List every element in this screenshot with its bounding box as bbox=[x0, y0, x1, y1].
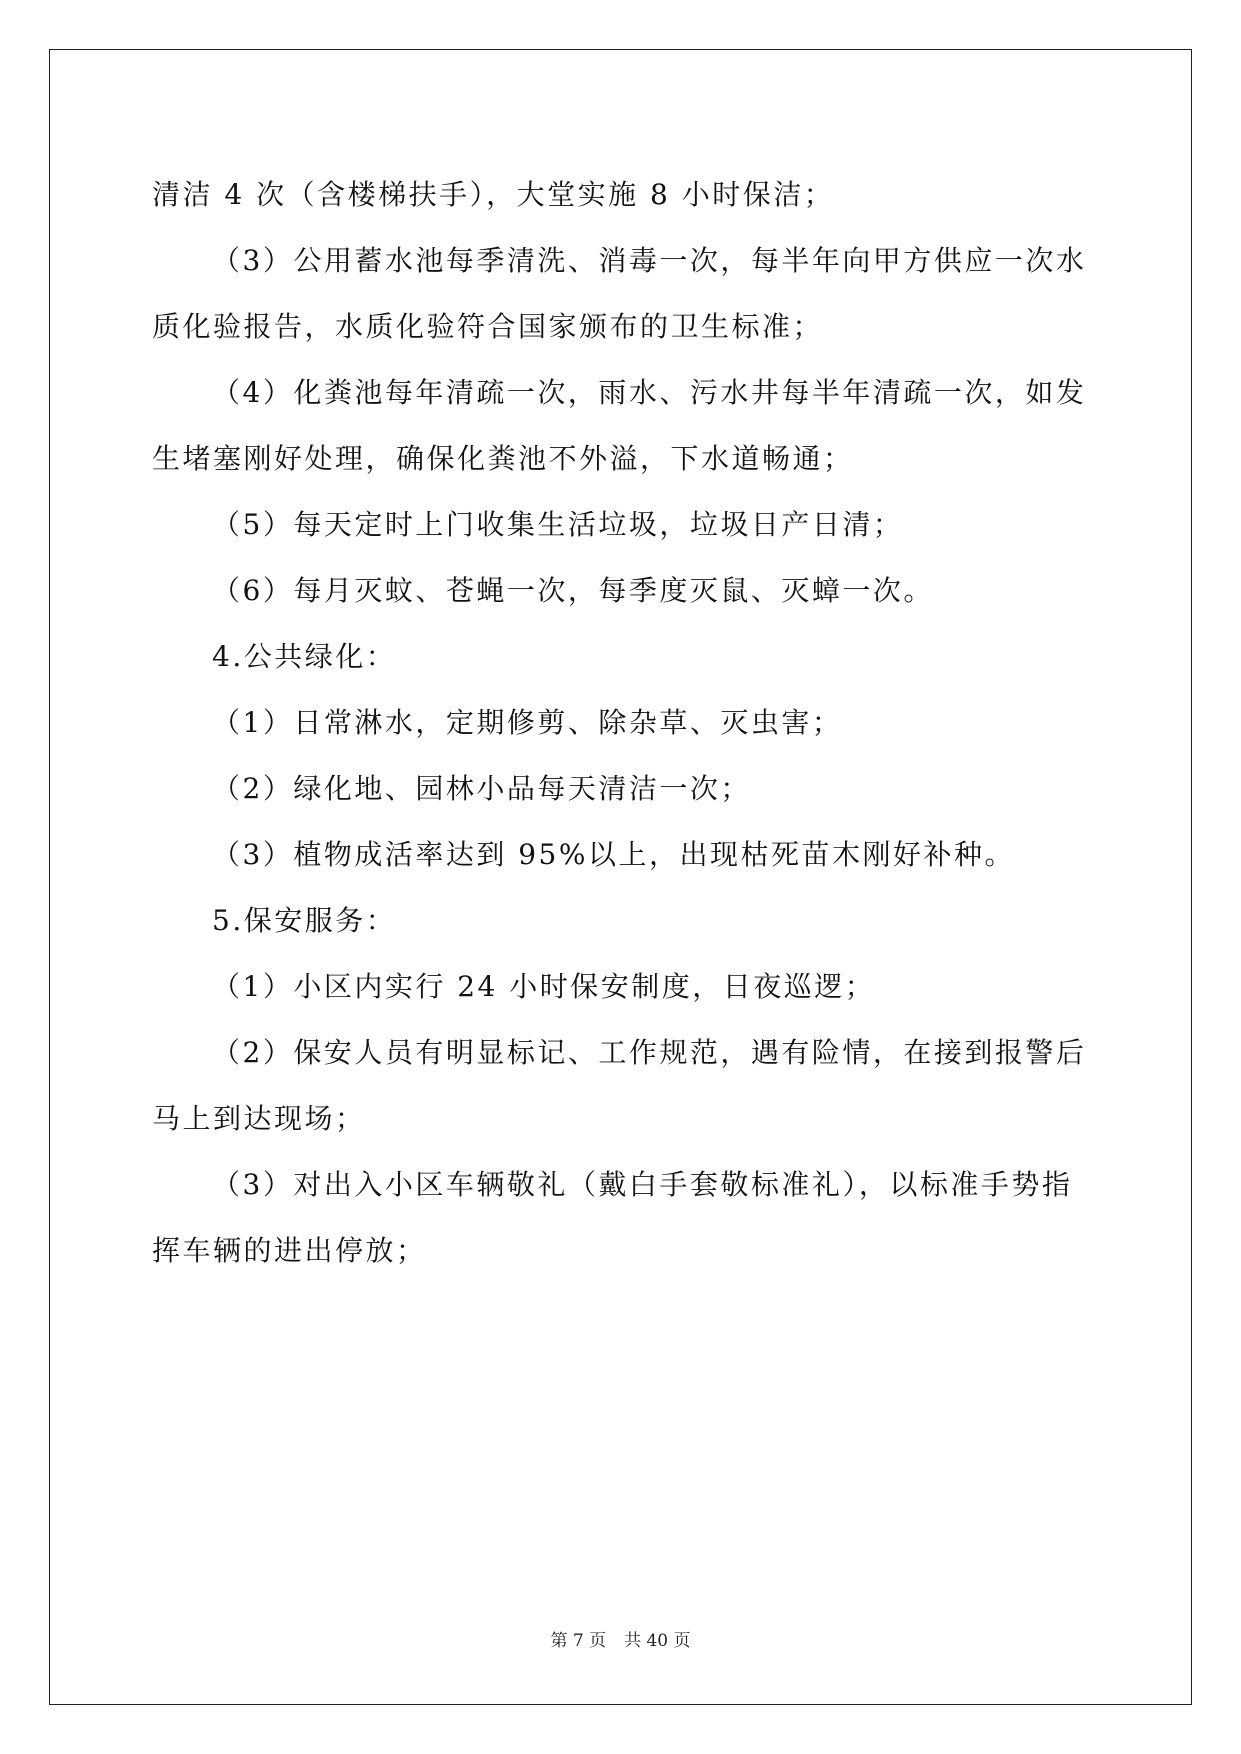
section-heading: 4.公共绿化： bbox=[212, 640, 397, 673]
text-line: 质化验报告，水质化验符合国家颁布的卫生标准； bbox=[152, 310, 824, 343]
text-line: （2）绿化地、园林小品每天清洁一次； bbox=[212, 772, 751, 805]
text-line: （1）小区内实行 24 小时保安制度，日夜巡逻； bbox=[212, 970, 876, 1003]
text-line: 挥车辆的进出停放； bbox=[152, 1234, 427, 1267]
section-heading: 5.保安服务： bbox=[212, 904, 397, 937]
text-line: 马上到达现场； bbox=[152, 1102, 366, 1135]
text-line: （1）日常淋水，定期修剪、除杂草、灭虫害； bbox=[212, 706, 843, 739]
text-line: （3）对出入小区车辆敬礼（戴白手套敬标准礼），以标准手势指 bbox=[212, 1168, 1073, 1201]
text-line: （6）每月灭蚊、苍蝇一次，每季度灭鼠、灭蟑一次。 bbox=[212, 574, 934, 607]
document-body bbox=[152, 162, 1092, 1284]
text-line: 生堵塞刚好处理，确保化粪池不外溢，下水道畅通； bbox=[152, 442, 854, 475]
text-line: （3）植物成活率达到 95%以上，出现枯死苗木刚好补种。 bbox=[212, 838, 1015, 871]
text-line: （2）保安人员有明显标记、工作规范，遇有险情，在接到报警后 bbox=[212, 1036, 1087, 1069]
text-line: （3）公用蓄水池每季清洗、消毒一次，每半年向甲方供应一次水 bbox=[212, 244, 1087, 277]
page-footer bbox=[0, 1626, 1241, 1651]
page-number: 第 7 页 bbox=[550, 1631, 607, 1651]
text-line: （4）化粪池每年清疏一次，雨水、污水井每半年清疏一次，如发 bbox=[212, 376, 1087, 409]
text-line: 清洁 4 次（含楼梯扶手），大堂实施 8 小时保洁； bbox=[152, 178, 835, 211]
page-total: 共 40 页 bbox=[624, 1631, 691, 1651]
text-line: （5）每天定时上门收集生活垃圾，垃圾日产日清； bbox=[212, 508, 904, 541]
